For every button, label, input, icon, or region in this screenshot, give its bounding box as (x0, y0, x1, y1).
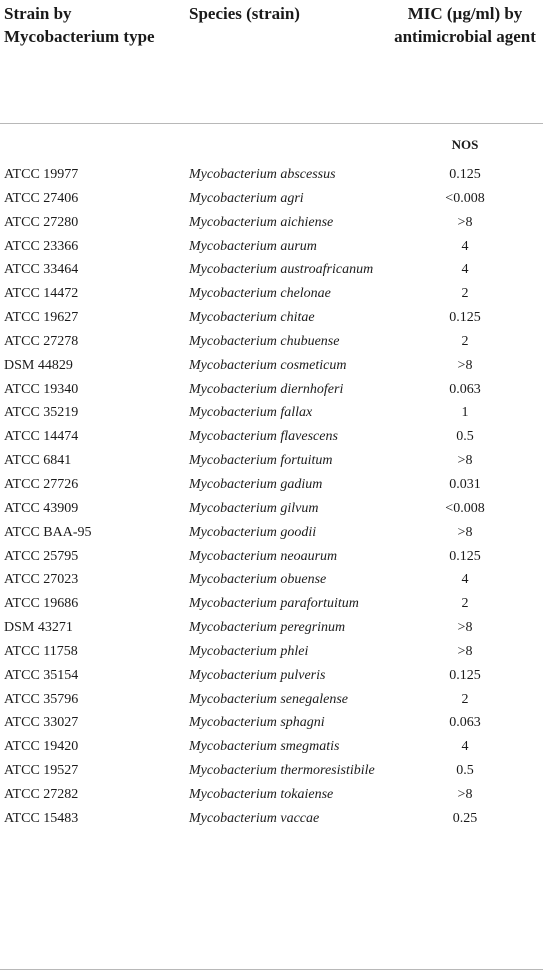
table-row (0, 401, 543, 425)
cell-species: Mycobacterium obuense (189, 572, 327, 588)
cell-mic: 0.125 (449, 310, 481, 326)
cell-strain: ATCC 27726 (4, 476, 79, 492)
cell-strain: ATCC 25795 (4, 548, 79, 564)
cell-mic: >8 (457, 643, 473, 659)
table-row (0, 330, 543, 354)
cell-strain: ATCC 6841 (4, 453, 72, 469)
cell-mic: 2 (461, 286, 469, 302)
cell-mic: 1 (461, 405, 469, 421)
cell-species: Mycobacterium diernhoferi (189, 381, 344, 397)
cell-strain: ATCC BAA-95 (4, 524, 92, 540)
cell-strain: ATCC 19527 (4, 763, 79, 779)
cell-species: Mycobacterium tokaiense (189, 786, 334, 802)
cell-strain: ATCC 43909 (4, 500, 79, 516)
cell-species: Mycobacterium parafortuitum (189, 596, 359, 612)
table-row (0, 568, 543, 592)
cell-strain: ATCC 27023 (4, 572, 79, 588)
cell-mic: 4 (461, 572, 469, 588)
table-row (0, 735, 543, 759)
table-row (0, 640, 543, 664)
cell-species: Mycobacterium thermoresistibile (189, 763, 375, 779)
cell-strain: DSM 44829 (4, 357, 73, 373)
cell-strain: ATCC 35796 (4, 691, 79, 707)
cell-species: Mycobacterium chitae (189, 310, 315, 326)
cell-mic: 0.25 (452, 810, 478, 826)
cell-species: Mycobacterium abscessus (189, 167, 336, 182)
cell-mic: 2 (461, 691, 469, 707)
table-row (0, 807, 543, 831)
cell-strain: ATCC 14474 (4, 429, 79, 445)
table-row (0, 282, 543, 306)
table-bottom-rule (0, 969, 543, 970)
cell-mic: <0.008 (445, 500, 485, 516)
table-row (0, 258, 543, 282)
table-row (0, 354, 543, 378)
cell-species: Mycobacterium goodii (189, 524, 317, 540)
table-row (0, 163, 543, 187)
table-row (0, 235, 543, 259)
table-row (0, 592, 543, 616)
table-row (0, 187, 543, 211)
cell-mic: >8 (457, 620, 473, 636)
cell-species: Mycobacterium austroafricanum (189, 262, 374, 278)
cell-strain: ATCC 11758 (4, 643, 78, 659)
header-strain: Strain by Mycobacterium type (4, 4, 155, 46)
table-row (0, 473, 543, 497)
cell-strain: ATCC 27278 (4, 333, 79, 349)
cell-strain: ATCC 27406 (4, 190, 79, 206)
cell-species: Mycobacterium peregrinum (189, 620, 346, 636)
cell-mic: >8 (457, 357, 473, 373)
table-row (0, 425, 543, 449)
cell-mic: 4 (461, 238, 469, 254)
agent-subheader: NOS (451, 137, 479, 152)
cell-mic: <0.008 (445, 190, 485, 206)
cell-strain: ATCC 33027 (4, 715, 79, 731)
cell-species: Mycobacterium phlei (189, 643, 309, 659)
header-species: Species (strain) (189, 4, 300, 23)
table-body (0, 163, 543, 831)
table-row (0, 616, 543, 640)
cell-mic: 2 (461, 596, 469, 612)
cell-species: Mycobacterium chubuense (189, 333, 340, 349)
cell-mic: 4 (461, 262, 469, 278)
cell-mic: 0.5 (456, 429, 474, 445)
cell-strain: ATCC 15483 (4, 810, 79, 826)
cell-mic: >8 (457, 786, 473, 802)
cell-strain: ATCC 19340 (4, 381, 79, 397)
cell-species: Mycobacterium aurum (189, 238, 317, 254)
cell-strain: ATCC 14472 (4, 286, 79, 302)
table-header (0, 0, 543, 118)
cell-mic: 2 (461, 333, 469, 349)
cell-strain: ATCC 19420 (4, 739, 79, 755)
header-mic: MIC (µg/ml) by antimicrobial agent (394, 4, 536, 46)
cell-mic: >8 (457, 453, 473, 469)
cell-strain: ATCC 35154 (4, 667, 79, 683)
cell-species: Mycobacterium gadium (189, 476, 323, 492)
cell-species: Mycobacterium vaccae (189, 810, 320, 826)
cell-strain: ATCC 27280 (4, 214, 79, 230)
table-row (0, 449, 543, 473)
cell-species: Mycobacterium aichiense (189, 214, 334, 230)
cell-strain: ATCC 19686 (4, 596, 79, 612)
cell-species: Mycobacterium smegmatis (189, 739, 340, 755)
cell-species: Mycobacterium flavescens (189, 429, 338, 445)
cell-mic: 0.5 (456, 763, 474, 779)
cell-species: Mycobacterium chelonae (189, 286, 331, 302)
cell-strain: ATCC 33464 (4, 262, 79, 278)
cell-species: Mycobacterium pulveris (189, 667, 326, 683)
cell-mic: 0.125 (449, 167, 481, 182)
cell-strain: ATCC 35219 (4, 405, 79, 421)
cell-mic: >8 (457, 214, 473, 230)
cell-species: Mycobacterium neoaurum (189, 548, 338, 564)
cell-species: Mycobacterium gilvum (189, 500, 319, 516)
table-row (0, 759, 543, 783)
table-row (0, 545, 543, 569)
table-row (0, 521, 543, 545)
cell-strain: ATCC 23366 (4, 238, 79, 254)
cell-strain: ATCC 19627 (4, 310, 79, 326)
cell-species: Mycobacterium fallax (189, 405, 313, 421)
cell-strain: ATCC 19977 (4, 167, 79, 182)
table-row (0, 688, 543, 712)
cell-species: Mycobacterium senegalense (189, 691, 348, 707)
table-row (0, 306, 543, 330)
cell-mic: >8 (457, 524, 473, 540)
cell-mic: 0.125 (449, 548, 481, 564)
cell-strain: DSM 43271 (4, 620, 73, 636)
cell-species: Mycobacterium cosmeticum (189, 357, 347, 373)
cell-mic: 0.031 (449, 476, 481, 492)
cell-species: Mycobacterium agri (189, 190, 304, 206)
cell-mic: 0.125 (449, 667, 481, 683)
cell-mic: 4 (461, 739, 469, 755)
table-row (0, 211, 543, 235)
cell-strain: ATCC 27282 (4, 786, 79, 802)
table-row (0, 664, 543, 688)
table-row (0, 378, 543, 402)
table-row (0, 711, 543, 735)
cell-species: Mycobacterium sphagni (189, 715, 325, 731)
table-row (0, 497, 543, 521)
table-row (0, 783, 543, 807)
cell-mic: 0.063 (449, 715, 481, 731)
header-divider (0, 123, 543, 124)
cell-mic: 0.063 (449, 381, 481, 397)
cell-species: Mycobacterium fortuitum (189, 453, 333, 469)
